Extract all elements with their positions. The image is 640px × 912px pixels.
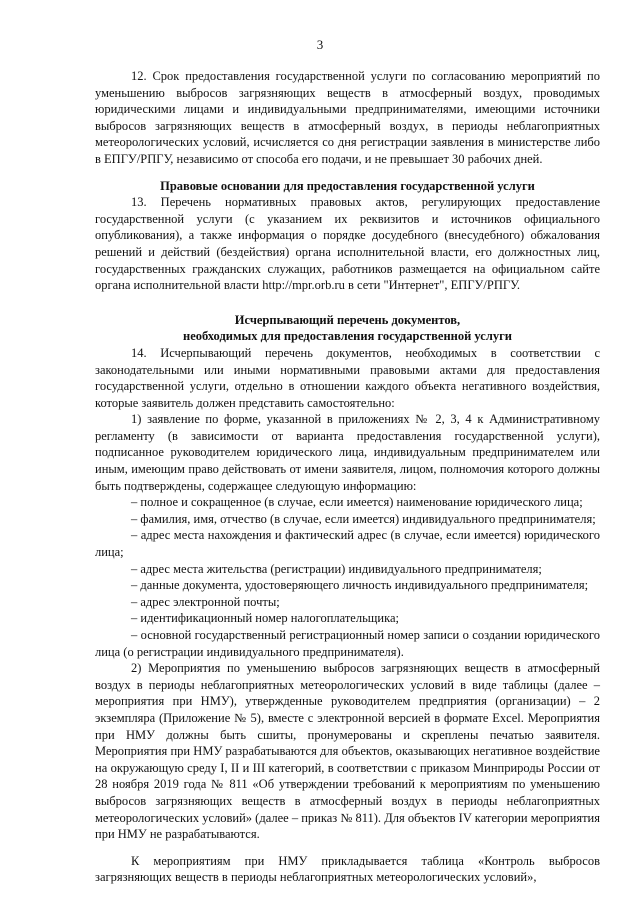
- list-item: – адрес места нахождения и фактический адрес (в случае, если имеется) юридического лица;: [95, 528, 600, 560]
- paragraph-12: 12. Срок предоставления государственной услуги по согласованию мероприятий по уменьшению выбросов загрязняющих веществ в атмосферный воздух, проводимых юридическими лицами и индивидуальными предпринимателями, имеющими источники выбросов загрязняющих веществ в атмосферный воздух, в периоды неблагоприятных метеорологических условий, исчисляется со дня регистрации заявления в министерстве либо в ЕПГУ/РПГУ, независимо от способа его подачи, и не превышает 30 рабочих дней.: [95, 69, 600, 166]
- heading-documents-line-2: необходимых для предоставления государственной услуги: [183, 329, 512, 344]
- heading-legal-basis: Правовые основании для предоставления государственной услуги: [160, 178, 535, 193]
- heading-documents-line-1: Исчерпывающий перечень документов,: [234, 312, 461, 327]
- paragraph-13: 13. Перечень нормативных правовых актов, регулирующих предоставление государственной услуги (с указанием их реквизитов и источников официального опубликования), а также информация о порядке досудебного (внесудебного) обжалования решений и действий (бездействия) органа исполнительной власти, его должностных лиц, государственных гражданских служащих, работников размещается на официальном сайте органа исполнительной власти http://mpr.orb.ru в сети "Интернет", ЕПГУ/РПГУ.: [95, 195, 600, 293]
- paragraph-14-item-3: К мероприятиям при НМУ прикладывается таблица «Контроль выбросов загрязняющих веществ в периоды неблагоприятных метеорологических условий»,: [95, 853, 600, 885]
- list-item: – полное и сокращенное (в случае, если имеется) наименование юридического лица;: [131, 495, 583, 510]
- paragraph-14: 14. Исчерпывающий перечень документов, необходимых в соответствии с законодательными или иными нормативными правовыми актами для предоставления государственной услуги, отдельно в отношении каждого объекта негативного воздействия, которые заявитель должен представить самостоятельно:: [95, 345, 600, 410]
- document-body: [95, 68, 600, 886]
- list-item: – основной государственный регистрационный номер записи о создании юридического лица (о регистрации индивидуального предпринимателя).: [95, 628, 600, 659]
- list-item: – идентификационный номер налогоплательщика;: [131, 611, 400, 626]
- list-item: – данные документа, удостоверяющего личность индивидуального предпринимателя;: [131, 578, 589, 593]
- list-item: – фамилия, имя, отчество (в случае, если имеется) индивидуального предпринимателя;: [131, 511, 596, 526]
- page-number: 3: [316, 37, 324, 52]
- paragraph-14-item-2: 2) Мероприятия по уменьшению выбросов загрязняющих веществ в атмосферный воздух в периоды неблагоприятных метеорологических условий в виде таблицы (далее – мероприятия при НМУ), утвержденные руководителем предприятия (организации) – 2 экземпляра (Приложение № 5), вместе с электронной версией в формате Excel. Мероприятия при НМУ должны быть сшиты, пронумерованы и скреплены печатью заявителя. Мероприятия при НМУ разрабатываются для объектов, оказывающих негативное воздействие на окружающую среду I, II и III категорий, в соответствии с приказом Минприроды России от 28 ноября 2019 года № 811 «Об утверждении требований к мероприятиям по уменьшению выбросов загрязняющих веществ в атмосферный воздух в периоды неблагоприятных метеорологических условий» (далее – приказ № 811). Для объектов IV категории мероприятия при НМУ не разрабатываются.: [95, 661, 600, 842]
- paragraph-14-item-1: 1) заявление по форме, указанной в приложениях № 2, 3, 4 к Административному регламенту (в зависимости от варианта предоставления государственной услуги), подписанное руководителем юридического лица, индивидуальным предпринимателем или иным, имеющим право действовать от имени заявителя, лицом, полномочия которого должны быть подтверждены, содержащее следующую информацию:: [95, 412, 600, 493]
- list-item: – адрес электронной почты;: [131, 594, 280, 609]
- list-item: – адрес места жительства (регистрации) индивидуального предпринимателя;: [131, 561, 542, 576]
